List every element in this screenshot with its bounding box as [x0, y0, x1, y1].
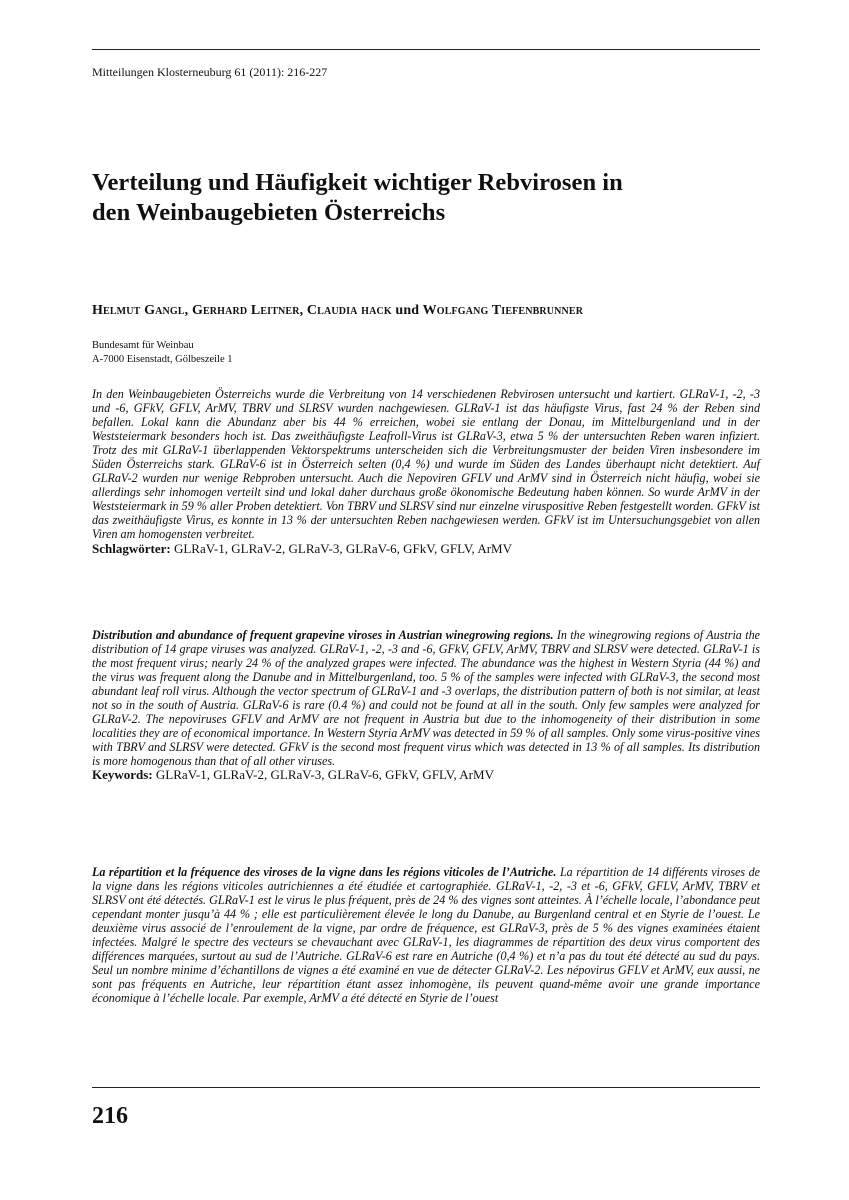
abstract-french-title: La répartition et la fréquence des viroses de la vigne dans les régions viticoles de l’Autriche.	[92, 865, 557, 879]
author-list	[92, 303, 760, 319]
page	[92, 0, 760, 1200]
affiliation	[92, 339, 233, 367]
abstract-german	[92, 387, 760, 556]
abstract-french-body: La répartition de 14 différents viroses de la vigne dans les régions viticoles autrichiennes a été étudiée et cartographiée. GLRaV-1, -2, -3 et -6, GFkV, GFLV, ArMV, TBRV et SLRSV ont été détectés. GLRaV-1 est le virus le plus fréquent, près de 24 % des vignes sont atteintes. À l’échelle locale, l’abondance peut cependant monter jusqu’à 44 % ; elle est particulièrement élevée le long du Danube, au Burgenland central et en Styrie de l’ouest. Le deuxième virus associé de l’enroulement de la vigne, par ordre de fréquence, est GLRaV-3, près de 5 % des vignes examinées étaient infectées. Malgré le spectre des vecteurs se chevauchant avec GLRaV-1, les diagrammes de répartition des deux virus comportent des différences marquées, surtout au sud de l’Autriche. GLRaV-6 est rare en Autriche (0,4 %) et n’a pas du tout été détecté au sud du pays. Seul un nombre minime d’échantillons de vignes a été examiné en vue de détecter GLRaV-2. Les népovirus GFLV et ArMV, eux aussi, ne sont pas fréquents en Autriche, leur répartition étant assez inhomogène, ils peuvent quand-même avoir une grande importance économique à l’échelle locale. Par exemple, ArMV a été détecté en Styrie de l’ouest	[92, 865, 760, 1006]
abstract-english-title: Distribution and abundance of frequent grapevine viroses in Austrian winegrowing regions.	[92, 628, 554, 642]
authors-main: Helmut Gangl, Gerhard Leitner, Claudia hack	[92, 303, 392, 318]
abstract-english	[92, 628, 760, 783]
header-rule	[92, 49, 760, 50]
keywords-german	[92, 542, 760, 556]
journal-citation: Mitteilungen Klosterneuburg 61 (2011): 216-227	[92, 65, 328, 79]
title-line-2: den Weinbaugebieten Österreichs	[92, 199, 446, 226]
keywords-german-label: Schlagwörter:	[92, 540, 171, 556]
keywords-english-label: Keywords:	[92, 767, 153, 783]
footer-rule	[92, 1087, 760, 1088]
authors-last: Wolfgang Tiefenbrunner	[422, 303, 584, 318]
title-line-1: Verteilung und Häufigkeit wichtiger Rebvirosen in	[92, 169, 623, 196]
keywords-german-list: GLRaV-1, GLRaV-2, GLRaV-3, GLRaV-6, GFkV, GFLV, ArMV	[173, 540, 512, 556]
keywords-english	[92, 768, 760, 782]
keywords-english-list: GLRaV-1, GLRaV-2, GLRaV-3, GLRaV-6, GFkV, GFLV, ArMV	[155, 767, 494, 783]
abstract-french	[92, 865, 760, 1005]
affiliation-line-1: Bundesamt für Weinbau	[92, 340, 194, 351]
page-number: 216	[92, 1103, 128, 1129]
abstract-german-body: In den Weinbaugebieten Österreichs wurde die Verbreitung von 14 verschiedenen Rebvirosen untersucht und kartiert. GLRaV-1, -2, -3 und -6, GFkV, GFLV, ArMV, TBRV und SLRSV wurden nachgewiesen. GLRaV-1 ist das häufigste Virus, fast 24 % der Reben sind befallen. Lokal kann die Abundanz aber bis 44 % erreichen, wobei sie entlang der Donau, im Mittelburgenland und in der Weststeiermark besonders hoch ist. Das zweithäufigste Leafroll-Virus ist GLRaV-3, etwa 5 % der untersuchten Reben waren infiziert. Trotz des mit GLRaV-1 überlappenden Vektorspektrums unterscheiden sich die Verbreitungsmuster der beiden Viren insbesondere im Süden Österreichs stark. GLRaV-6 ist in Österreich selten (0,4 %) und wurde im Süden des Landes überhaupt nicht detektiert. Auf GLRaV-2 wurden nur wenige Rebproben untersucht. Auch die Nepoviren GFLV und ArMV sind in Österreich nicht häufig, wobei sie allerdings sehr inhomogen verteilt sind und lokal daher durchaus große ökonomische Bedeutung haben können. So wurde ArMV in der Weststeiermark in 59 % aller Proben detektiert. Von TBRV und SLRSV sind nur einzelne viruspositive Reben festgestellt worden. GFkV ist das zweithäufigste Virus, es konnte in 13 % der untersuchten Reben nachgewiesen werden. GFkV ist im Untersuchungsgebiet von allen Viren am homogensten verbreitet.	[92, 387, 760, 542]
affiliation-line-2: A-7000 Eisenstadt, Gölbeszeile 1	[92, 354, 233, 365]
abstract-english-body: In the winegrowing regions of Austria the distribution of 14 grape viruses was analyzed. GLRaV-1, -2, -3 and -6, GFkV, GFLV, ArMV, TBRV and SLRSV were detected. GLRaV-1 is the most frequent virus; nearly 24 % of the analyzed grapes were infected. The abundance was the highest in Western Styria (44 %) and the virus was frequent along the Danube and in Mittelburgenland, too. 5 % of the samples were infected with GLRaV-3, the second most abundant leaf roll virus. Although the vector spectrum of GLRaV-1 and -3 overlaps, the distribution pattern of both is not similar, at least not so in the south of Austria. GLRaV-6 is rare (0.4 %) and could not be found at all in the south. Only few samples were analyzed for GLRaV-2. The nepoviruses GFLV and ArMV are not frequent in Austria but due to the inhomogeneity of their distribution in some localities they are of economical importance. In Western Styria ArMV was detected in 59 % of all samples. Only some virus-positive vines with TBRV and SLRSV were detected. GFkV is the second most frequent virus which was detected in 13 % of all samples. Its distribution is more homogenous than that of all other viruses.	[92, 628, 760, 769]
authors-conjunction: und	[395, 303, 420, 318]
article-title	[92, 168, 760, 228]
